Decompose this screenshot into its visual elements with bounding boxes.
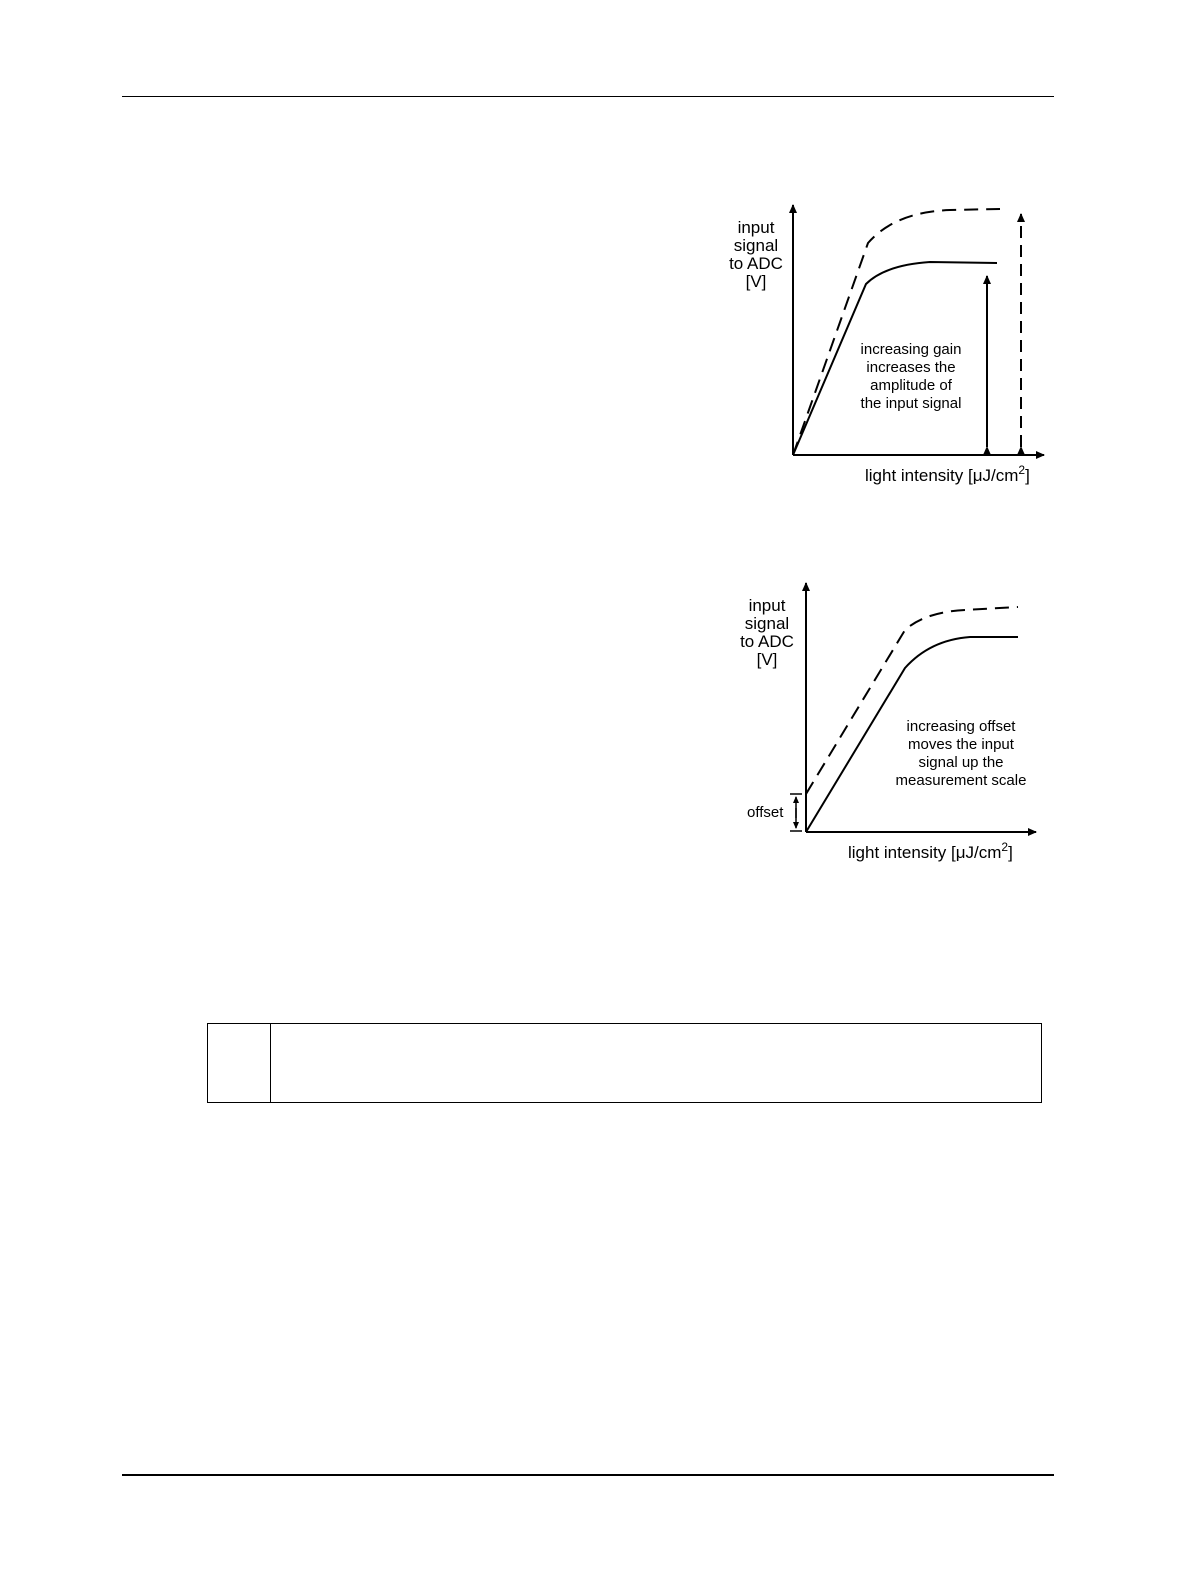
- y-axis-label-line3: to ADC: [729, 254, 783, 273]
- header-rule: [122, 96, 1054, 97]
- gain-annotation-line4: the input signal: [860, 395, 962, 412]
- note-text-cell: [271, 1024, 1041, 1102]
- x-axis-label: light intensity $[\mu J/cm^2]$: [848, 840, 1013, 862]
- y-axis-label-line4: [V]: [756, 650, 778, 669]
- gain-annotation-line1: increasing gain: [860, 341, 962, 358]
- x-axis-label: light intensity $[\mu J/cm^2]$: [865, 463, 1030, 485]
- gain-diagram: [720, 195, 1060, 495]
- gain-annotation-line2: increases the: [866, 359, 956, 376]
- offset-label: offset: [747, 804, 784, 821]
- high-gain-curve: [793, 209, 1000, 455]
- y-axis-label-line1: input: [737, 218, 775, 237]
- y-axis-label-line2: signal: [744, 614, 790, 633]
- y-axis-label-line3: to ADC: [740, 632, 794, 651]
- offset-annotation-line1: increasing offset: [906, 718, 1016, 735]
- note-box: [207, 1023, 1042, 1103]
- note-icon-cell: [208, 1024, 271, 1102]
- offset-annotation-line2: moves the input: [908, 736, 1014, 753]
- y-axis-label-line1: input: [748, 596, 786, 615]
- y-axis-label-line4: [V]: [745, 272, 767, 291]
- offset-annotation-line3: signal up the: [918, 754, 1004, 771]
- y-axis-label-line2: signal: [733, 236, 779, 255]
- offset-annotation-line4: measurement scale: [895, 772, 1027, 789]
- gain-annotation-line3: amplitude of: [870, 377, 952, 394]
- offset-diagram: [735, 575, 1055, 875]
- footer-rule: [122, 1474, 1054, 1476]
